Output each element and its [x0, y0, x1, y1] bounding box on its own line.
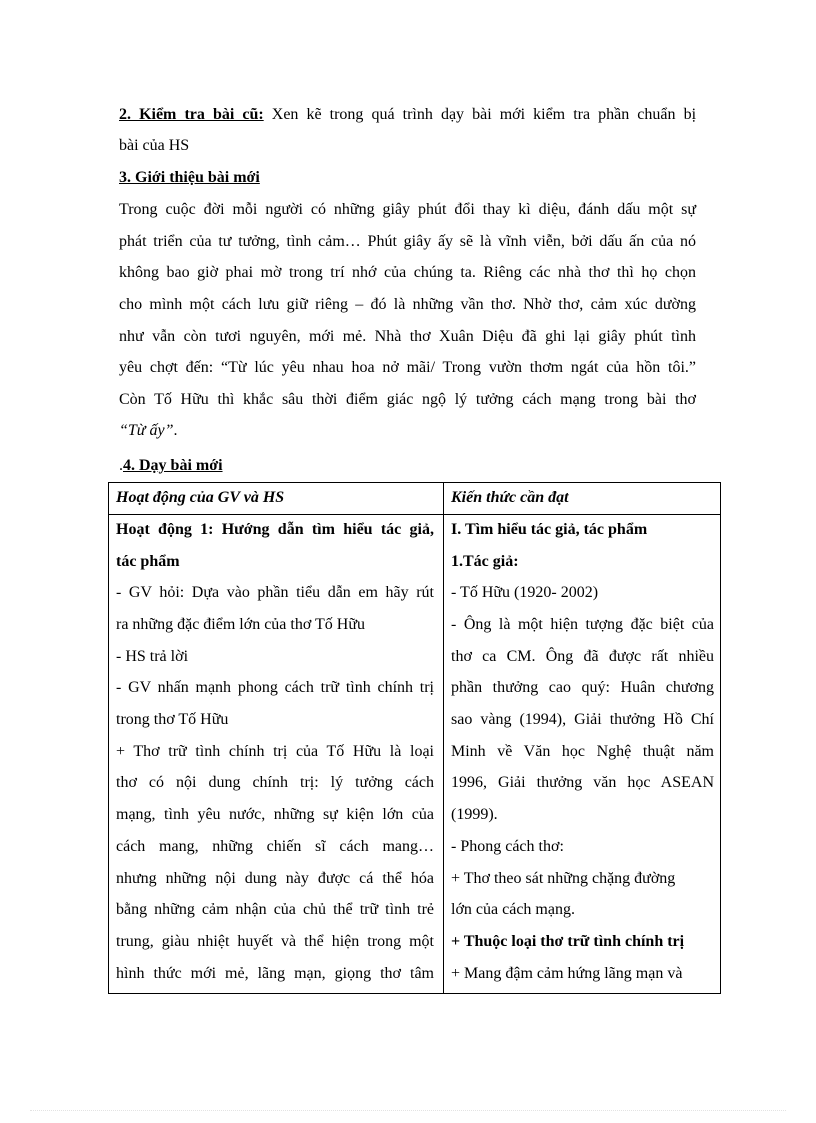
- section3-paragraph-line: như vẫn còn tươi nguyên, mới mẻ. Nhà thơ Xuân Diệu đã ghi lại giây phút tình: [119, 328, 696, 345]
- header-row-divider: [109, 514, 720, 515]
- left-cell-line: - HS trả lời: [116, 648, 189, 665]
- left-cell-line: trong thơ Tố Hữu: [116, 711, 229, 728]
- right-cell-line: - Ông là một hiện tượng đặc biệt của: [451, 616, 714, 633]
- left-cell-line: mạng, tình yêu nước, những sự kiện lớn của: [116, 806, 434, 823]
- right-title: I. Tìm hiểu tác giả, tác phẩm: [451, 521, 648, 538]
- activity-title-line1: Hoạt động 1: Hướng dẫn tìm hiểu tác giả,: [116, 521, 434, 538]
- right-cell-line: phần thưởng cao quý: Huân chương: [451, 679, 714, 696]
- right-bold-line: + Thuộc loại thơ trữ tình chính trị: [451, 933, 685, 950]
- column-divider: [443, 483, 444, 993]
- right-cell-line: - Phong cách thơ:: [451, 838, 564, 855]
- left-cell-line: - GV nhấn mạnh phong cách trữ tình chính trị: [116, 679, 434, 696]
- poem-title: “Từ ấy”: [119, 422, 174, 439]
- left-cell-line: bằng những cảm nhận của chủ thể trữ tình trẻ: [116, 901, 434, 918]
- section3-heading: 3. Giới thiệu bài mới: [119, 169, 260, 186]
- lesson-table: [108, 482, 721, 994]
- section3-last-period: .: [173, 422, 178, 439]
- page-footer-divider: [30, 1110, 786, 1111]
- right-cell-line: - Tố Hữu (1920- 2002): [451, 584, 599, 601]
- right-cell-line: sao vàng (1994), Giải thưởng Hồ Chí: [451, 711, 714, 728]
- section2-line1: [119, 105, 696, 125]
- section4-heading: 4. Dạy bài mới: [123, 457, 223, 474]
- section3-paragraph-line: yêu chợt đến: “Từ lúc yêu nhau hoa nở mãi/ Trong vườn thơm ngát của hồn tôi.”: [119, 359, 696, 376]
- left-cell-line: ra những đặc điểm lớn của thơ Tố Hữu: [116, 616, 366, 633]
- table-header-left: Hoạt động của GV và HS: [116, 489, 285, 506]
- right-cell-line: thơ ca CM. Ông đã được rất nhiều: [451, 648, 714, 665]
- section2-heading: 2. Kiểm tra bài cũ:: [119, 106, 264, 123]
- left-cell-line: hình thức mới mẻ, lãng mạn, giọng thơ tâm: [116, 965, 434, 982]
- left-cell-line: cách mang, những chiến sĩ cách mang…: [116, 838, 434, 855]
- right-cell-line: (1999).: [451, 806, 498, 823]
- right-subtitle: 1.Tác giả:: [451, 553, 519, 570]
- right-cell-line: Minh về Văn học Nghệ thuật năm: [451, 743, 714, 760]
- right-cell-line: + Thơ theo sát những chặng đường: [451, 870, 676, 887]
- left-cell-line: - GV hỏi: Dựa vào phần tiểu dẫn em hãy rút: [116, 584, 434, 601]
- left-cell-line: thơ có nội dung chính trị: lý tưởng cách: [116, 774, 434, 791]
- section2-text: Xen kẽ trong quá trình dạy bài mới kiểm tra phần chuẩn bị: [271, 106, 697, 123]
- section4-prefix: .: [119, 457, 123, 474]
- section3-paragraph-line: Trong cuộc đời mỗi người có những giây phút đổi thay kì diệu, đánh dấu một sự: [119, 201, 696, 218]
- left-cell-line: trung, giàu nhiệt huyết và thể hiện trong một: [116, 933, 434, 950]
- section2-line2: bài của HS: [119, 137, 190, 154]
- left-cell-line: nhưng những nội dung này được cá thể hóa: [116, 870, 434, 887]
- section4-heading-line: [119, 456, 696, 476]
- left-cell-line: + Thơ trữ tình chính trị của Tố Hữu là loại: [116, 743, 434, 760]
- section3-paragraph-line: Còn Tố Hữu thì khắc sâu thời điểm giác ngộ lý tưởng cách mạng trong bài thơ: [119, 391, 696, 408]
- right-cell-line: 1996, Giải thưởng văn học ASEAN: [451, 774, 714, 791]
- section3-paragraph-line: không bao giờ phai mờ trong trí nhớ của chúng ta. Riêng các nhà thơ thì họ chọn: [119, 264, 696, 281]
- activity-title-line2: tác phẩm: [116, 553, 180, 570]
- right-cell-line: lớn của cách mạng.: [451, 901, 575, 918]
- table-header-right: Kiến thức cần đạt: [451, 489, 569, 506]
- section3-last-line: [119, 421, 696, 441]
- section3-paragraph-line: cho mình một cách lưu giữ riêng – đó là những vần thơ. Nhờ thơ, cảm xúc dường: [119, 296, 696, 313]
- right-last-line: + Mang đậm cảm hứng lãng mạn và: [451, 965, 683, 982]
- section3-paragraph-line: phát triển của tư tưởng, tình cảm… Phút giây ấy sẽ là vĩnh viễn, bởi dấu ấn của nó: [119, 233, 696, 250]
